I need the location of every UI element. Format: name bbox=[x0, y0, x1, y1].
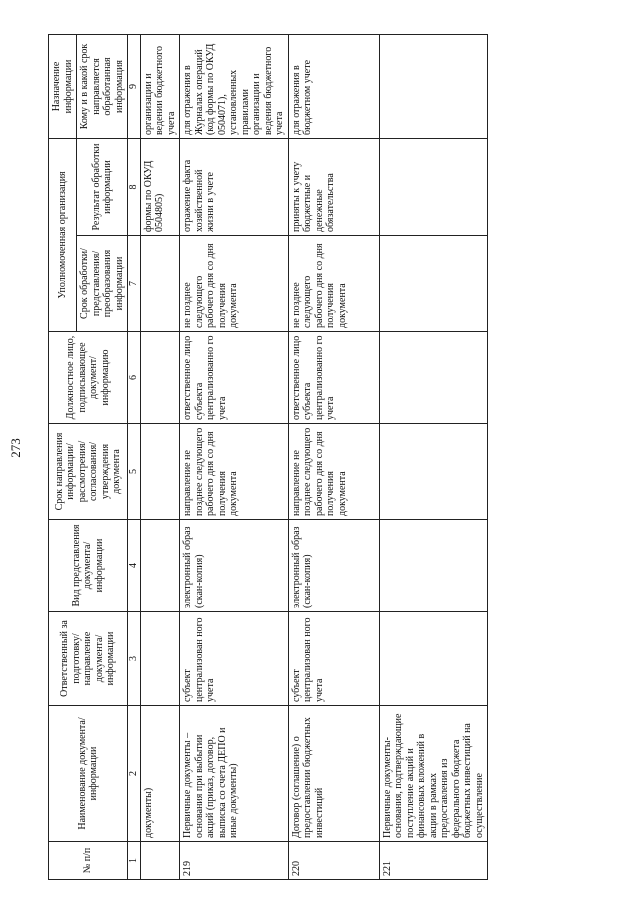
cell-result: приняты к учету бюджетные и денежные обязательства bbox=[288, 138, 379, 235]
cell-name: Первичные документы-основания, подтверждающие поступление акций и финансовых вложений в акции в рамках предоставления из федерального бюджета бюджетных инвестиций на осуществление bbox=[379, 706, 488, 842]
cell-result: отражение факта хозяйственной жизни в учете bbox=[180, 138, 289, 235]
table-row bbox=[288, 34, 379, 879]
column-number-row bbox=[128, 34, 141, 879]
column-number: 9 bbox=[128, 34, 141, 138]
cell-responsible bbox=[379, 612, 488, 706]
cell-name: документы) bbox=[140, 706, 180, 842]
column-number: 5 bbox=[128, 424, 141, 520]
cell-result bbox=[379, 138, 488, 235]
cell-term-process bbox=[379, 236, 488, 332]
cell-purpose: для отражения в бюджетном учете bbox=[288, 34, 379, 138]
cell-purpose bbox=[379, 34, 488, 138]
column-number: 4 bbox=[128, 520, 141, 612]
table-row bbox=[379, 34, 488, 879]
page-number: 273 bbox=[7, 438, 23, 458]
cell-purpose: организации и ведении бюджетного учета bbox=[140, 34, 180, 138]
cell-num: 219 bbox=[180, 842, 289, 880]
header-purpose: Кому и в какой срок направляется обработанная информация bbox=[77, 34, 128, 138]
header-num: № п/п bbox=[49, 842, 128, 880]
cell-name: Договор (соглашение) о предоставлении бюджетных инвестиций bbox=[288, 706, 379, 842]
cell-term-send: направление не позднее следующего рабочего дня со дня получения документа bbox=[180, 424, 289, 520]
column-number: 3 bbox=[128, 612, 141, 706]
header-official: Должностное лицо, подписывающее документ/ информацию bbox=[49, 332, 128, 424]
header-authorized-group: Уполномоченная организация bbox=[49, 138, 77, 331]
cell-term-process: не позднее следующего рабочего дня со дня получения документа bbox=[288, 236, 379, 332]
cell-responsible: субъект централизован ного учета bbox=[288, 612, 379, 706]
page-number-margin bbox=[0, 0, 22, 905]
cell-term-send: направление не позднее следующего рабочего дня со дня получения документа bbox=[288, 424, 379, 520]
cell-responsible bbox=[140, 612, 180, 706]
header-term-send: Срок направления информации/ рассмотрения/ согласования/ утверждения документа bbox=[49, 424, 128, 520]
header-result: Результат обработки информации bbox=[77, 138, 128, 235]
cell-form bbox=[140, 520, 180, 612]
cell-form: электронный образ (скан-копия) bbox=[180, 520, 289, 612]
header-form: Вид представления документа/ информации bbox=[49, 520, 128, 612]
cell-name: Первичные документы – основания при выбытии акций (приказ, договор, выписка со счета ДЕПО и иные документы) bbox=[180, 706, 289, 842]
document-page bbox=[48, 0, 485, 876]
cell-purpose: для отражения в Журналах операций (код формы по ОКУД 0504071), установленных правилами организации и ведения бюджетного учета bbox=[180, 34, 289, 138]
column-number: 2 bbox=[128, 706, 141, 842]
cell-term-process: не позднее следующего рабочего дня со дня получения документа bbox=[180, 236, 289, 332]
column-number: 8 bbox=[128, 138, 141, 235]
column-number: 7 bbox=[128, 236, 141, 332]
cell-term-process bbox=[140, 236, 180, 332]
header-row-1 bbox=[49, 34, 77, 879]
cell-term-send bbox=[140, 424, 180, 520]
cell-official: ответственное лицо субъекта централизованно го учета bbox=[180, 332, 289, 424]
header-term-process: Срок обработки/ представления/ преобразования информации bbox=[77, 236, 128, 332]
cell-official bbox=[140, 332, 180, 424]
continuation-row bbox=[140, 34, 180, 879]
rotated-table-container bbox=[48, 35, 485, 880]
table-row bbox=[180, 34, 289, 879]
registry-table bbox=[48, 34, 488, 880]
cell-result: формы по ОКУД 0504805) bbox=[140, 138, 180, 235]
column-number: 1 bbox=[128, 842, 141, 880]
cell-form: электронный образ (скан-копия) bbox=[288, 520, 379, 612]
header-responsible: Ответственный за подготовку/ направление документа/ информации bbox=[49, 612, 128, 706]
cell-num: 221 bbox=[379, 842, 488, 880]
cell-form bbox=[379, 520, 488, 612]
cell-responsible: субъект централизован ного учета bbox=[180, 612, 289, 706]
cell-num: 220 bbox=[288, 842, 379, 880]
header-name: Наименование документа/ информации bbox=[49, 706, 128, 842]
cell-num bbox=[140, 842, 180, 880]
column-number: 6 bbox=[128, 332, 141, 424]
cell-official: ответственное лицо субъекта централизованно го учета bbox=[288, 332, 379, 424]
cell-term-send bbox=[379, 424, 488, 520]
cell-official bbox=[379, 332, 488, 424]
header-purpose-group: Назначение информации bbox=[49, 34, 77, 138]
